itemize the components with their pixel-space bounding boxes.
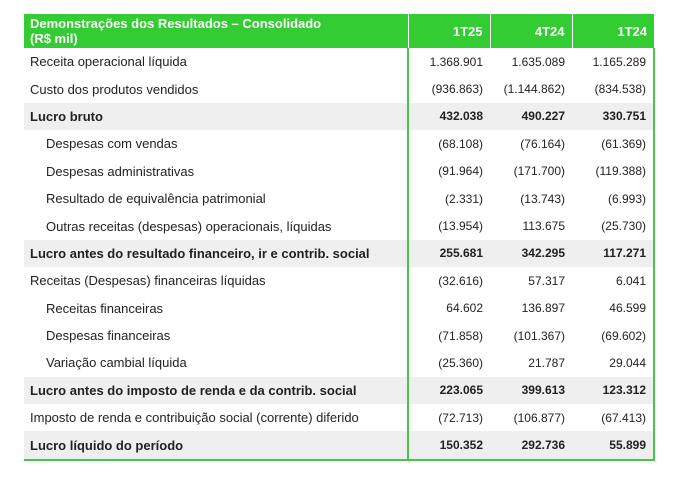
income-statement-table [24,14,655,461]
value-1t24: 123.312 [572,377,654,404]
row-label: Receitas financeiras [46,300,164,316]
value-1t25: 1.368.901 [408,48,490,75]
value-1t25: (25.360) [408,349,490,376]
row-despesas-administrativas [24,158,654,185]
row-label: Outras receitas (despesas) operacionais, líquidas [46,218,332,234]
value-4t24: 113.675 [522,219,565,234]
value-4t24: (106.877) [513,410,565,425]
row-lucro-antes-resultado-financeiro [24,240,654,267]
row-label: Resultado de equivalência patrimonial [46,191,266,207]
value-1t24: 6.041 [572,267,654,294]
row-label: Variação cambial líquida [46,355,187,371]
value-4t24: 21.787 [528,355,565,370]
row-despesas-com-vendas [24,130,654,157]
value-1t25: (2.331) [408,185,490,212]
row-label: Custo dos produtos vendidos [30,81,199,97]
value-1t24: 330.751 [572,103,654,130]
value-1t25: (72.713) [408,404,490,431]
value-4t24: (13.743) [520,191,565,206]
row-lucro-antes-imposto [24,377,654,404]
value-1t24: (67.413) [572,404,654,431]
value-1t24: 55.899 [572,431,654,459]
value-1t25: (71.858) [408,322,490,349]
value-1t25: 150.352 [408,431,490,459]
value-4t24: 136.897 [521,301,565,316]
value-1t24: (119.388) [572,158,654,185]
row-receitas-despesas-financeiras [24,267,654,294]
row-label: Despesas com vendas [46,136,178,152]
row-despesas-financeiras [24,322,654,349]
value-1t25: 432.038 [408,103,490,130]
value-1t25: (32.616) [408,267,490,294]
row-label: Lucro antes do resultado financeiro, ir e contrib. social [24,240,408,267]
value-1t25: 223.065 [408,377,490,404]
value-4t24: 490.227 [490,103,572,130]
row-label: Lucro antes do imposto de renda e da contrib. social [24,377,408,404]
value-4t24: (76.164) [520,136,565,151]
period-header-1t25: 1T25 [408,14,490,48]
value-1t24: (834.538) [572,75,654,102]
row-label: Despesas administrativas [46,163,195,179]
value-1t25: 64.602 [408,295,490,322]
value-1t24: 29.044 [572,349,654,376]
row-label: Receita operacional líquida [30,54,187,70]
row-label: Lucro líquido do período [24,431,408,459]
row-outras-receitas-despesas [24,212,654,239]
period-header-4t24: 4T24 [490,14,572,48]
value-1t25: (91.964) [408,158,490,185]
value-1t24: (25.730) [572,212,654,239]
value-4t24: (101.367) [513,328,565,343]
value-4t24: 57.317 [528,273,565,288]
period-header-1t24: 1T24 [572,14,654,48]
value-4t24: (1.144.862) [503,82,565,97]
value-1t25: (68.108) [408,130,490,157]
value-1t24: 46.599 [572,295,654,322]
table-title-main: Demonstrações dos Resultados – Consolidado [30,16,322,31]
row-resultado-equivalencia [24,185,654,212]
row-variacao-cambial [24,349,654,376]
row-lucro-liquido [24,431,654,459]
value-1t25: (13.954) [408,212,490,239]
table-header-row [24,14,654,48]
row-custo-produtos-vendidos [24,75,654,102]
value-1t25: 255.681 [408,240,490,267]
row-receitas-financeiras [24,295,654,322]
value-4t24: (171.700) [513,164,565,179]
value-1t24: (69.602) [572,322,654,349]
value-1t24: 1.165.289 [572,48,654,75]
value-4t24: 342.295 [490,240,572,267]
value-1t25: (936.863) [408,75,490,102]
table-title [24,14,408,48]
value-4t24: 1.635.089 [511,54,565,69]
row-receita-operacional-liquida [24,48,654,75]
value-1t24: (61.369) [572,130,654,157]
value-1t24: 117.271 [572,240,654,267]
value-4t24: 292.736 [490,431,572,459]
row-lucro-bruto [24,103,654,130]
table-title-unit: (R$ mil) [30,31,78,46]
row-label: Lucro bruto [24,103,408,130]
value-4t24: 399.613 [490,377,572,404]
row-label: Imposto de renda e contribuição social (corrente) diferido [30,410,359,426]
row-imposto-renda [24,404,654,431]
value-1t24: (6.993) [572,185,654,212]
row-label: Despesas financeiras [46,328,171,344]
row-label: Receitas (Despesas) financeiras líquidas [30,273,266,289]
